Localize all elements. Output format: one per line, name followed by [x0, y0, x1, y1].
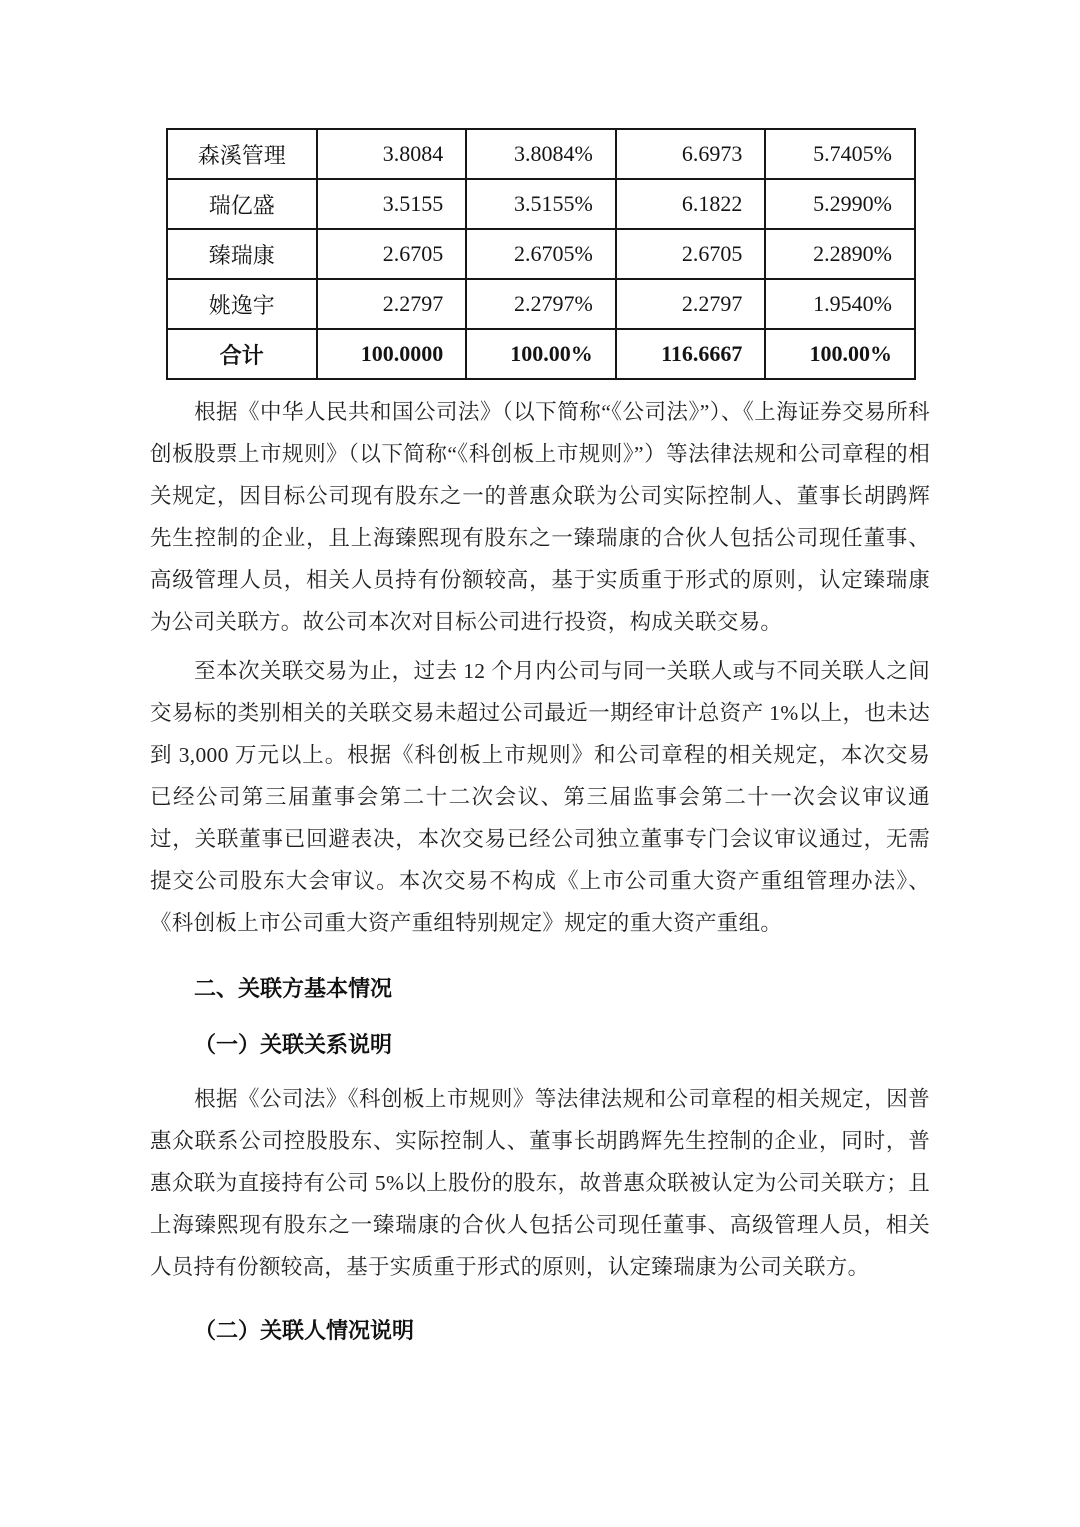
shareholder-name-cell: 姚逸宇: [167, 279, 317, 329]
table-cell: 2.6705: [616, 229, 766, 279]
subsection-heading-related-person-description: （二）关联人情况说明: [194, 1318, 415, 1343]
table-cell: 2.2797: [616, 279, 766, 329]
subsection-heading-relationship-description: （一）关联关系说明: [194, 1032, 393, 1057]
section-heading-related-party-overview: 二、关联方基本情况: [194, 976, 393, 1001]
table-cell: 100.0000: [317, 329, 467, 379]
shareholder-name-cell: 臻瑞康: [167, 229, 317, 279]
table-row: [167, 179, 915, 229]
table-cell: 3.5155%: [466, 179, 616, 229]
table-cell: 6.6973: [616, 129, 766, 179]
table-cell: 116.6667: [616, 329, 766, 379]
table-row: [167, 229, 915, 279]
shareholder-name-cell: 瑞亿盛: [167, 179, 317, 229]
table-cell: 2.2797%: [466, 279, 616, 329]
table-cell: 2.2890%: [765, 229, 915, 279]
table-cell: 3.8084: [317, 129, 467, 179]
table-row: [167, 279, 915, 329]
paragraph-relationship-description: 根据《公司法》《科创板上市规则》等法律法规和公司章程的相关规定，因普惠众联系公司控股股东、实际控制人、董事长胡鹍辉先生控制的企业，同时，普惠众联为直接持有公司 5%以上股份的股东，故普惠众联被认定为公司关联方；且上海臻熙现有股东之一臻瑞康的合伙人包括公司现任董事、高级管理人员，相关人员持有份额较高，基于实质重于形式的原则，认定臻瑞康为公司关联方。: [150, 1087, 930, 1279]
table-cell: 1.9540%: [765, 279, 915, 329]
table-cell: 6.1822: [616, 179, 766, 229]
table-cell: 100.00%: [765, 329, 915, 379]
shareholding-table: [166, 128, 916, 380]
shareholder-name-cell: 森溪管理: [167, 129, 317, 179]
table-cell: 100.00%: [466, 329, 616, 379]
table-cell: 3.8084%: [466, 129, 616, 179]
table-cell: 5.7405%: [765, 129, 915, 179]
table-cell: 3.5155: [317, 179, 467, 229]
table-row: [167, 129, 915, 179]
table-cell: 2.6705: [317, 229, 467, 279]
table-cell: 2.6705%: [466, 229, 616, 279]
paragraph-legal-basis: 根据《中华人民共和国公司法》（以下简称“《公司法》”）、《上海证券交易所科创板股票上市规则》（以下简称“《科创板上市规则》”）等法律法规和公司章程的相关规定，因目标公司现有股东之一的普惠众联为公司实际控制人、董事长胡鹍辉先生控制的企业，且上海臻熙现有股东之一臻瑞康的合伙人包括公司现任董事、高级管理人员，相关人员持有份额较高，基于实质重于形式的原则，认定臻瑞康为公司关联方。故公司本次对目标公司进行投资，构成关联交易。: [150, 400, 930, 634]
paragraph-review-procedure: 至本次关联交易为止，过去 12 个月内公司与同一关联人或与不同关联人之间交易标的类别相关的关联交易未超过公司最近一期经审计总资产 1%以上，也未达到 3,000 万元以上。根据《科创板上市规则》和公司章程的相关规定，本次交易已经公司第三届董事会第二十二次会议、第三届监事会第二十一次会议审议通过，关联董事已回避表决，本次交易已经公司独立董事专门会议审议通过，无需提交公司股东大会审议。本次交易不构成《上市公司重大资产重组管理办法》、《科创板上市公司重大资产重组特别规定》规定的重大资产重组。: [150, 659, 930, 935]
table-cell: 5.2990%: [765, 179, 915, 229]
table-row-total: [167, 329, 915, 379]
table-cell: 2.2797: [317, 279, 467, 329]
total-label-cell: 合计: [167, 329, 317, 379]
